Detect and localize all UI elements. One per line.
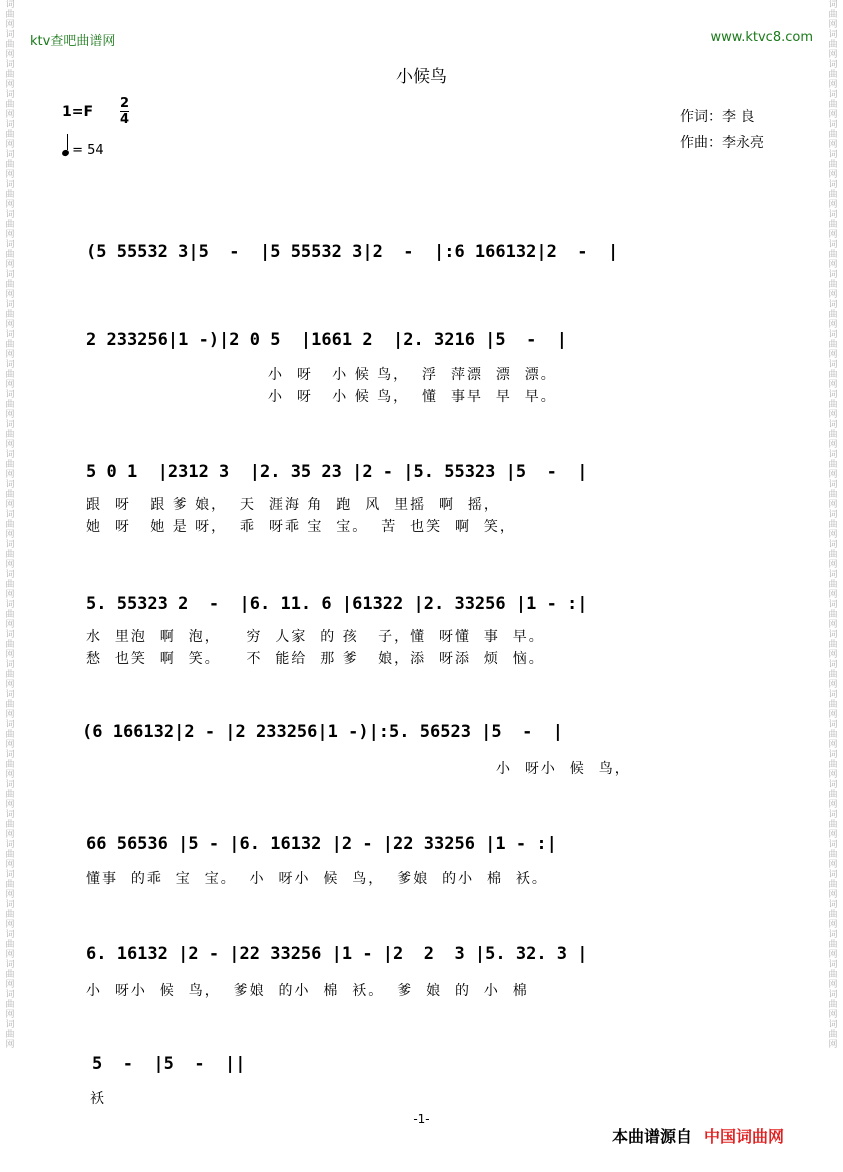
lyrics-verse-1: 袄 (90, 1091, 106, 1107)
credits (680, 104, 764, 156)
time-signature (120, 96, 129, 127)
notation-line: 6. 16132 |2 - |22 33256 |1 - |2 2 3 |5. 32. 3 | (86, 944, 588, 964)
song-title: 小候鸟 (396, 67, 447, 87)
lyrics-verse-2: 小 呀 小 候 鸟， 懂 事早 早 早。 (268, 389, 557, 405)
notation-line: (5 55532 3|5 - |5 55532 3|2 - |:6 166132|2 - | (86, 242, 619, 262)
quarter-note-icon (61, 149, 70, 157)
key-signature: 1=F (62, 104, 94, 120)
meter-top: 2 (120, 96, 130, 111)
composer: 作曲：李永亮 (680, 135, 764, 151)
notation-line: 66 56536 |5 - |6. 16132 |2 - |22 33256 |1 - :| (86, 834, 557, 854)
notation-line: 5. 55323 2 - |6. 11. 6 |61322 |2. 33256 |1 - :| (86, 594, 588, 614)
tempo-value: = 54 (72, 143, 104, 158)
source-name-link[interactable]: 中国词曲网 (704, 1127, 785, 1146)
notation-line: 2 233256|1 -)|2 0 5 |1661 2 |2. 3216 |5 - | (86, 330, 568, 350)
notation-line: 5 0 1 |2312 3 |2. 35 23 |2 - |5. 55323 |5 - | (86, 462, 588, 482)
meter-bottom: 4 (120, 112, 130, 127)
site-name-left[interactable]: ktv查吧曲谱网 (30, 34, 116, 49)
notation-line: (6 166132|2 - |2 233256|1 -)|:5. 56523 |5 - | (82, 722, 564, 742)
site-url-right[interactable]: www.ktvc8.com (710, 30, 813, 45)
source-credit (612, 1124, 784, 1147)
lyrics-verse-2: 她 呀 她 是 呀， 乖 呀乖 宝 宝。 苦 也笑 啊 笑， (86, 519, 516, 535)
notation-line: 5 - |5 - || (92, 1054, 246, 1074)
lyrics-verse-2: 愁 也笑 啊 笑。 不 能给 那 爹 娘，添 呀添 烦 恼。 (86, 651, 545, 667)
source-label: 本曲谱源自 (612, 1127, 693, 1146)
lyrics-verse-1: 小 呀 小 候 鸟， 浮 萍漂 漂 漂。 (268, 367, 557, 383)
lyrics-verse-1: 小 呀小 候 鸟， 爹娘 的小 棉 袄。 爹 娘 的 小 棉 (86, 983, 529, 999)
lyrics-verse-1: 水 里泡 啊 泡， 穷 人家 的 孩 子，懂 呀懂 事 早。 (86, 629, 545, 645)
note-stem (67, 134, 68, 150)
lyrics-verse-1: 懂事 的乖 宝 宝。 小 呀小 候 鸟， 爹娘 的小 棉 袄。 (86, 871, 548, 887)
watermark-right: 词曲网词曲网词曲网词曲网词曲网词曲网词曲网词曲网词曲网词曲网词曲网词曲网词曲网词曲网词曲网词曲网词曲网词曲网词曲网词曲网词曲网词曲网词曲网词曲网词曲网词曲网词曲网词曲网词曲网词曲网词曲网词曲网词曲网词曲网词曲网 (828, 0, 838, 1050)
lyrics-verse-1: 跟 呀 跟 爹 娘， 天 涯海 角 跑 风 里摇 啊 摇， (86, 497, 500, 513)
page-number: -1- (413, 1112, 430, 1126)
watermark-left: 词曲网词曲网词曲网词曲网词曲网词曲网词曲网词曲网词曲网词曲网词曲网词曲网词曲网词曲网词曲网词曲网词曲网词曲网词曲网词曲网词曲网词曲网词曲网词曲网词曲网词曲网词曲网词曲网词曲网词曲网词曲网词曲网词曲网词曲网词曲网 (5, 0, 15, 1050)
lyrics-verse-1: 小 呀小 候 鸟， (496, 761, 631, 777)
lyricist: 作词：李 良 (680, 109, 755, 125)
tempo-marking (62, 138, 104, 158)
